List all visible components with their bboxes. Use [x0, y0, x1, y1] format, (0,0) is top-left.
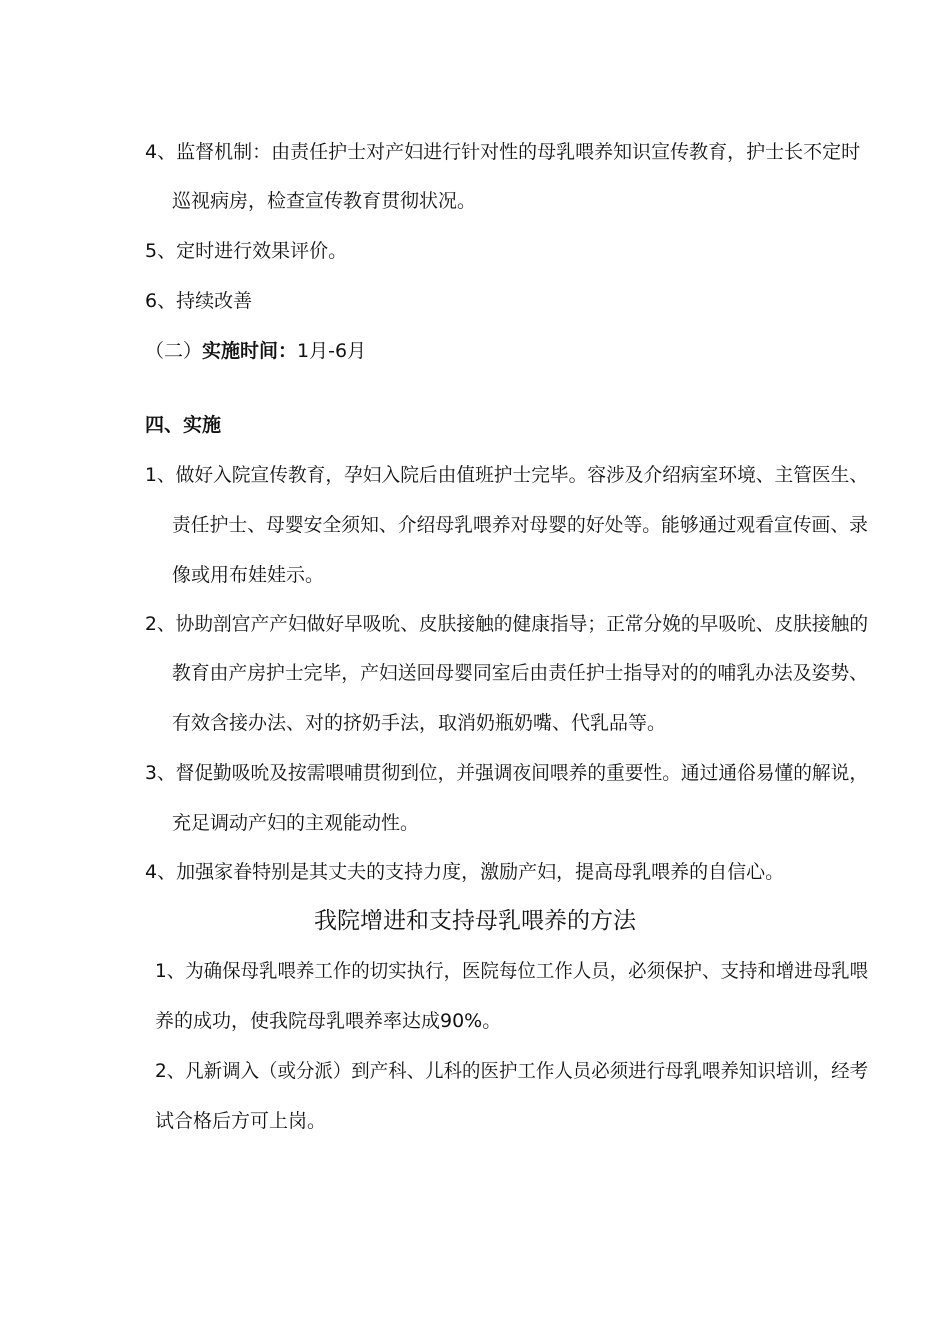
section-heading: 四、实施 — [145, 414, 222, 436]
section-item-4: 4、加强家眷特别是其丈夫的支持力度，激励产妇，提高母乳喂养的自信心。 — [145, 861, 785, 883]
section-item-3-line-2: 充足调动产妇的主观能动性。 — [172, 812, 420, 834]
section-item-1-line-3: 像或用布娃娃示。 — [172, 564, 325, 586]
plan-item-6: 6、持续改善 — [145, 290, 253, 312]
methods-title: 我院增进和支持母乳喂养的方法 — [314, 908, 636, 934]
plan-item-4-line-2: 巡视病房，检查宣传教育贯彻状况。 — [172, 190, 477, 212]
time-label: 实施时间： — [202, 340, 298, 362]
section-item-2-line-1: 2、协助剖宫产产妇做好早吸吮、皮肤接触的健康指导；正常分娩的早吸吮、皮肤接触的 — [145, 613, 869, 635]
section-item-1-line-1: 1、做好入院宣传教育，孕妇入院后由值班护士完毕。容涉及介绍病室环境、主管医生、 — [145, 464, 869, 486]
section-item-2-line-3: 有效含接办法、对的挤奶手法，取消奶瓶奶嘴、代乳品等。 — [172, 712, 667, 734]
section-item-3-line-1: 3、督促勤吸吮及按需喂哺贯彻到位，并强调夜间喂养的重要性。通过通俗易懂的解说， — [145, 762, 869, 784]
methods-item-2-line-1: 2、凡新调入（或分派）到产科、儿科的医护工作人员必须进行母乳喂养知识培训，经考 — [155, 1060, 869, 1082]
time-prefix: （二） — [145, 340, 203, 362]
section-item-1-line-2: 责任护士、母婴安全须知、介绍母乳喂养对母婴的好处等。能够通过观看宣传画、录 — [172, 514, 868, 536]
methods-item-1-line-1: 1、为确保母乳喂养工作的切实执行，医院每位工作人员，必须保护、支持和增进母乳喂 — [155, 960, 869, 982]
plan-item-4-line-1: 4、监督机制：由责任护士对产妇进行针对性的母乳喂养知识宣传教育，护士长不定时 — [145, 141, 861, 163]
time-value: 1月-6月 — [297, 340, 367, 362]
methods-item-2-line-2: 试合格后方可上岗。 — [155, 1110, 327, 1132]
section-item-2-line-2: 教育由产房护士完毕，产妇送回母婴同室后由责任护士指导对的的哺乳办法及姿势、 — [172, 662, 868, 684]
plan-item-5: 5、定时进行效果评价。 — [145, 240, 348, 262]
methods-item-1-line-2: 养的成功，使我院母乳喂养率达成90%。 — [155, 1010, 502, 1032]
implementation-time — [145, 338, 366, 364]
